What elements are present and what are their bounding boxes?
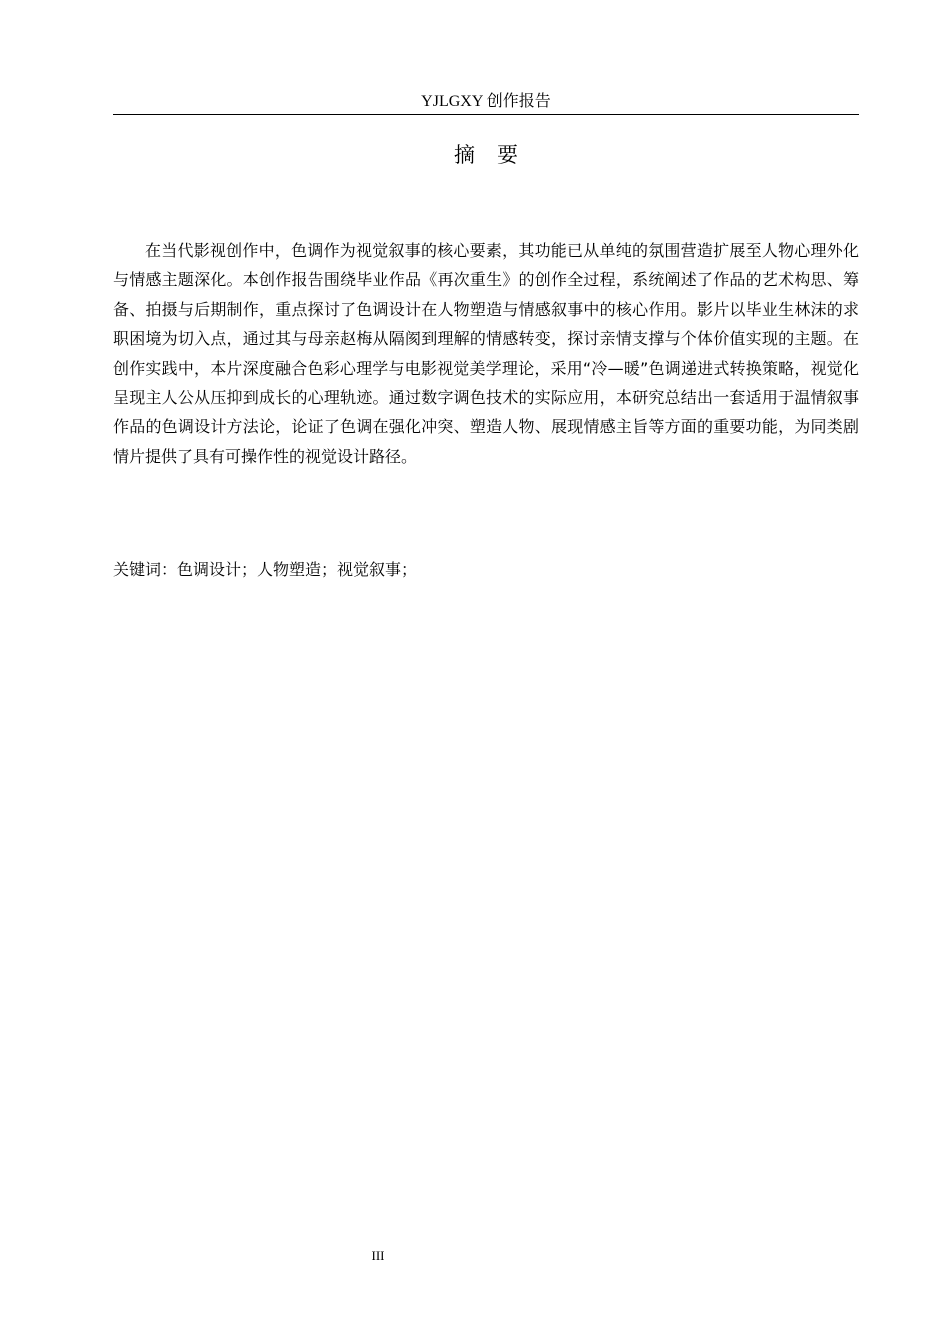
keywords-line: 关键词：色调设计；人物塑造；视觉叙事； [113,560,418,579]
page-number: III [371,1248,385,1263]
abstract-body-serif-run: 展现 [550,417,584,437]
header-rule [113,114,859,115]
abstract-body-end: 情感主旨等方面的重要功能，为同类剧情片提供了具有可操作性的视觉设计路径。 [113,417,859,466]
abstract-title [113,141,859,169]
abstract-body [113,236,859,471]
abstract-title-part2: 要 [497,143,518,167]
abstract-body-main: 在当代影视创作中，色调作为视觉叙事的核心要素，其功能已从单纯的氛围营造扩展至人物心理外化与情感主题深化。本创作报告围绕毕业作品《再次重生》的创作全过程，系统阐述了作品的艺术构思、筹备、拍摄与后期制作，重点探讨了色调设计在人物塑造与情感叙事中的核心作用。影片以毕业生林沫的求职困境为切入点，通过其与母亲赵梅从隔阂到理解的情感转变，探讨亲情支撑与个体价值实现的主题。在创作实践中，本片深度融合色彩心理学与电影视觉美学理论，采用“冷—暖”色调递进式转换策略，视觉化呈现主人公从压抑到成长的心理轨迹。通过数字调色技术的实际应用，本研究总结出一套适用于温情叙事作品的色调设计方法论，论证了色调在强化冲突、塑造人物、 [113,241,859,437]
abstract-title-part1: 摘 [454,143,475,167]
running-header: YJLGXY 创作报告 [421,93,551,110]
